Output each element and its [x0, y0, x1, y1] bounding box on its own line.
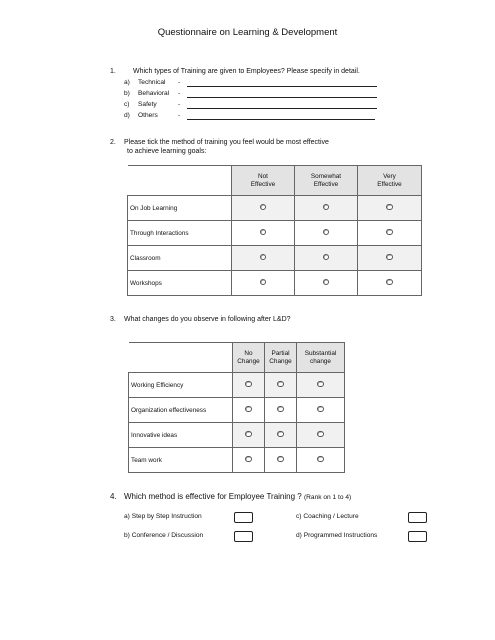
q3-row-label: Team work [129, 448, 233, 473]
q1-answer-line[interactable] [187, 108, 377, 109]
q2-radio-cell[interactable] [295, 271, 358, 296]
q3-radio-cell[interactable] [297, 398, 345, 423]
rank-input-box[interactable] [234, 512, 253, 523]
q1-item-label: Behavioral [138, 90, 170, 97]
radio-button[interactable] [260, 254, 267, 261]
q2-radio-cell[interactable] [232, 271, 295, 296]
q1-item-letter: c) [124, 101, 130, 108]
q3-radio-cell[interactable] [297, 448, 345, 473]
radio-button[interactable] [260, 279, 267, 286]
table-row [128, 196, 422, 221]
q1-item-dash: - [178, 90, 181, 97]
q3-text: What changes do you observe in following after L&D? [124, 316, 291, 323]
table-row [128, 271, 422, 296]
q4-option-label: c) Coaching / Lecture [296, 513, 359, 520]
q2-radio-cell[interactable] [358, 196, 422, 221]
q2-number: 2. [110, 139, 116, 146]
q4-question [124, 492, 351, 501]
rank-input-box[interactable] [408, 531, 427, 542]
radio-button[interactable] [317, 431, 324, 438]
q3-header-blank [129, 343, 233, 373]
table-row [129, 423, 345, 448]
q3-radio-cell[interactable] [297, 423, 345, 448]
q2-radio-cell[interactable] [358, 221, 422, 246]
radio-button[interactable] [277, 406, 284, 413]
radio-button[interactable] [317, 406, 324, 413]
q3-header-partial-change: Partial Change [265, 343, 297, 373]
radio-button[interactable] [386, 279, 393, 286]
q3-table [128, 342, 345, 473]
radio-button[interactable] [323, 204, 330, 211]
radio-button[interactable] [386, 204, 393, 211]
q1-item-letter: b) [124, 90, 130, 97]
q4-text: Which method is effective for Employee Training ? [124, 492, 302, 501]
q3-radio-cell[interactable] [233, 448, 265, 473]
q3-radio-cell[interactable] [233, 398, 265, 423]
q2-header-somewhat-effective: Somewhat Effective [295, 166, 358, 196]
q3-radio-cell[interactable] [265, 423, 297, 448]
q2-row-label: Through Interactions [128, 221, 232, 246]
radio-button[interactable] [245, 456, 252, 463]
q2-header-blank [128, 166, 232, 196]
table-row [129, 398, 345, 423]
q2-radio-cell[interactable] [295, 221, 358, 246]
radio-button[interactable] [245, 431, 252, 438]
q3-row-label: Innovative ideas [129, 423, 233, 448]
q2-table [127, 165, 422, 296]
q3-radio-cell[interactable] [233, 373, 265, 398]
q1-item-letter: d) [124, 112, 130, 119]
q4-option-label: d) Programmed Instructions [296, 532, 378, 539]
q3-radio-cell[interactable] [265, 373, 297, 398]
q2-radio-cell[interactable] [232, 196, 295, 221]
q3-row-label: Working Efficiency [129, 373, 233, 398]
table-row [128, 221, 422, 246]
q3-header-no-change: No Change [233, 343, 265, 373]
radio-button[interactable] [323, 229, 330, 236]
q4-option-label: b) Conference / Discussion [124, 532, 204, 539]
radio-button[interactable] [260, 229, 267, 236]
q2-radio-cell[interactable] [232, 246, 295, 271]
q1-item-letter: a) [124, 79, 130, 86]
q2-radio-cell[interactable] [295, 246, 358, 271]
q1-number: 1. [110, 68, 116, 75]
q3-radio-cell[interactable] [233, 423, 265, 448]
radio-button[interactable] [323, 254, 330, 261]
q2-row-label: Workshops [128, 271, 232, 296]
table-row [129, 448, 345, 473]
radio-button[interactable] [260, 204, 267, 211]
table-row [128, 246, 422, 271]
q1-text: Which types of Training are given to Employees? Please specify in detail. [133, 68, 360, 75]
radio-button[interactable] [323, 279, 330, 286]
q2-radio-cell[interactable] [232, 221, 295, 246]
radio-button[interactable] [386, 254, 393, 261]
q4-rank-note: (Rank on 1 to 4) [303, 494, 352, 501]
table-row [129, 373, 345, 398]
radio-button[interactable] [245, 406, 252, 413]
q2-header-not-effective: Not Effective [232, 166, 295, 196]
radio-button[interactable] [277, 456, 284, 463]
q2-radio-cell[interactable] [358, 246, 422, 271]
q2-row-label: Classroom [128, 246, 232, 271]
q1-item-label: Technical [138, 79, 166, 86]
radio-button[interactable] [317, 456, 324, 463]
q1-answer-line[interactable] [187, 97, 377, 98]
q2-row-label: On Job Learning [128, 196, 232, 221]
q2-header-very-effective: Very Effective [358, 166, 422, 196]
radio-button[interactable] [277, 381, 284, 388]
q3-radio-cell[interactable] [265, 448, 297, 473]
rank-input-box[interactable] [234, 531, 253, 542]
q1-item-dash: - [178, 79, 181, 86]
q1-answer-line[interactable] [187, 86, 377, 87]
radio-button[interactable] [245, 381, 252, 388]
q3-radio-cell[interactable] [297, 373, 345, 398]
q3-radio-cell[interactable] [265, 398, 297, 423]
radio-button[interactable] [317, 381, 324, 388]
q1-item-dash: - [178, 112, 181, 119]
q2-text-line2: to achieve learning goals: [127, 148, 207, 155]
q1-item-dash: - [178, 101, 181, 108]
radio-button[interactable] [277, 431, 284, 438]
q1-item-label: Others [138, 112, 158, 119]
q3-row-label: Organization effectiveness [129, 398, 233, 423]
q2-text-line1: Please tick the method of training you feel would be most effective [124, 139, 329, 146]
radio-button[interactable] [386, 229, 393, 236]
page-title: Questionnaire on Learning & Development [157, 27, 338, 38]
q1-item-label: Safety [138, 101, 157, 108]
q3-number: 3. [110, 316, 116, 323]
q4-option-label: a) Step by Step Instruction [124, 513, 202, 520]
q3-header-substantial-change: Substantial change [297, 343, 345, 373]
q2-radio-cell[interactable] [295, 196, 358, 221]
q1-answer-line[interactable] [187, 119, 375, 120]
q2-radio-cell[interactable] [358, 271, 422, 296]
rank-input-box[interactable] [408, 512, 427, 523]
q4-number: 4. [110, 492, 117, 501]
